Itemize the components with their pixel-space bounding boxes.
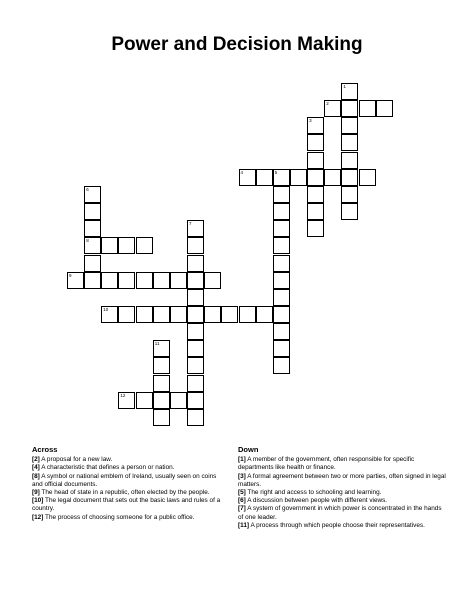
- grid-cell[interactable]: [136, 306, 153, 323]
- grid-cell[interactable]: [170, 392, 187, 409]
- down-clue: [238, 473, 448, 489]
- grid-cell[interactable]: [118, 306, 135, 323]
- clue-text: A system of government in which power is concentrated in the hands of one leader.: [238, 505, 442, 521]
- down-heading: Down: [238, 445, 259, 454]
- down-clues: [238, 446, 448, 530]
- clue-number: 3: [309, 118, 312, 124]
- clue-text: A process through which people choose their representatives.: [249, 521, 425, 529]
- grid-cell[interactable]: [204, 272, 221, 289]
- grid-cell[interactable]: [239, 169, 256, 186]
- clue-label: [8]: [32, 472, 40, 480]
- grid-cell[interactable]: [273, 255, 290, 272]
- grid-cell[interactable]: [307, 186, 324, 203]
- grid-cell[interactable]: [170, 306, 187, 323]
- grid-cell[interactable]: [341, 134, 358, 151]
- grid-cell[interactable]: [256, 169, 273, 186]
- grid-cell[interactable]: [187, 237, 204, 254]
- grid-cell[interactable]: [239, 306, 256, 323]
- down-clue-list: [238, 456, 448, 530]
- clue-label: [10]: [32, 497, 44, 505]
- across-clues: [32, 446, 227, 522]
- grid-cell[interactable]: [153, 409, 170, 426]
- grid-cell[interactable]: [118, 272, 135, 289]
- clue-label: [5]: [238, 489, 246, 497]
- grid-cell[interactable]: [101, 306, 118, 323]
- grid-cell[interactable]: [101, 272, 118, 289]
- clue-number: 7: [189, 221, 192, 227]
- grid-cell[interactable]: [273, 272, 290, 289]
- down-clue: [238, 505, 448, 521]
- clue-number: 8: [86, 238, 89, 244]
- grid-cell[interactable]: [187, 375, 204, 392]
- clue-text: A formal agreement between two or more parties, often signed in legal matters.: [238, 472, 446, 488]
- grid-cell[interactable]: [84, 203, 101, 220]
- grid-cell[interactable]: [136, 237, 153, 254]
- across-clue: [32, 473, 227, 489]
- grid-cell[interactable]: [101, 237, 118, 254]
- grid-cell[interactable]: [273, 237, 290, 254]
- clue-text: The head of state in a republic, often elected by the people.: [39, 489, 210, 497]
- grid-cell[interactable]: [204, 306, 221, 323]
- grid-cell[interactable]: [341, 117, 358, 134]
- grid-cell[interactable]: [307, 169, 324, 186]
- down-clue: [238, 489, 448, 497]
- grid-cell[interactable]: [273, 169, 290, 186]
- clue-text: A member of the government, often responsible for specific departments like health or finance.: [238, 456, 415, 472]
- grid-cell[interactable]: [153, 392, 170, 409]
- clue-number: 4: [240, 169, 244, 175]
- clue-text: The legal document that sets out the basic laws and rules of a country.: [32, 497, 221, 513]
- grid-cell[interactable]: [67, 272, 84, 289]
- clue-label: [7]: [238, 505, 246, 513]
- grid-cell[interactable]: [170, 272, 187, 289]
- down-clue: [238, 522, 448, 530]
- grid-cell[interactable]: [359, 169, 376, 186]
- grid-cell[interactable]: [341, 186, 358, 203]
- grid-cell[interactable]: [153, 340, 170, 357]
- clue-number: 11: [154, 341, 160, 347]
- clue-text: The right and access to schooling and learning.: [245, 489, 382, 497]
- clue-label: [12]: [32, 513, 44, 521]
- grid-cell[interactable]: [153, 375, 170, 392]
- across-clue: [32, 514, 227, 522]
- clue-label: [2]: [32, 456, 40, 464]
- grid-cell[interactable]: [187, 409, 204, 426]
- grid-cell[interactable]: [187, 392, 204, 409]
- grid-cell[interactable]: [256, 306, 273, 323]
- grid-cell[interactable]: [307, 134, 324, 151]
- grid-cell[interactable]: [324, 169, 341, 186]
- grid-cell[interactable]: [324, 100, 341, 117]
- grid-cell[interactable]: [84, 255, 101, 272]
- across-clue: [32, 497, 227, 513]
- clue-number: 1: [343, 84, 346, 89]
- grid-cell[interactable]: [341, 100, 358, 117]
- clue-text: A discussion between people with different views.: [245, 497, 388, 505]
- clue-number: 9: [69, 272, 72, 278]
- grid-cell[interactable]: [84, 220, 101, 237]
- grid-cell[interactable]: [273, 186, 290, 203]
- grid-cell[interactable]: [307, 117, 324, 134]
- grid-cell[interactable]: [273, 323, 290, 340]
- clue-number: 5: [274, 169, 278, 175]
- grid-cell[interactable]: [84, 237, 101, 254]
- clue-text: A proposal for a new law.: [39, 456, 113, 464]
- grid-cell[interactable]: [118, 237, 135, 254]
- across-clue: [32, 489, 227, 497]
- across-heading: Across: [32, 445, 58, 454]
- across-clue: [32, 464, 227, 472]
- down-clue: [238, 497, 448, 505]
- grid-cell[interactable]: [273, 306, 290, 323]
- down-clue: [238, 456, 448, 472]
- grid-cell[interactable]: [84, 272, 101, 289]
- clue-label: [4]: [32, 464, 40, 472]
- clue-number: 6: [86, 186, 89, 192]
- grid-cell[interactable]: [187, 255, 204, 272]
- grid-cell[interactable]: [136, 392, 153, 409]
- clue-number: 12: [120, 392, 126, 398]
- grid-cell[interactable]: [341, 152, 358, 169]
- grid-cell[interactable]: [84, 186, 101, 203]
- across-clue: [32, 456, 227, 464]
- grid-cell[interactable]: [273, 340, 290, 357]
- clue-text: The process of choosing someone for a public office.: [43, 513, 195, 521]
- across-clue-list: [32, 456, 227, 522]
- grid-cell[interactable]: [153, 306, 170, 323]
- grid-cell[interactable]: [359, 100, 376, 117]
- grid-cell[interactable]: [187, 220, 204, 237]
- clue-number: 2: [326, 101, 329, 107]
- grid-cell[interactable]: [376, 100, 393, 117]
- grid-cell[interactable]: [341, 203, 358, 220]
- grid-cell[interactable]: [187, 272, 204, 289]
- grid-cell[interactable]: [153, 272, 170, 289]
- grid-cell[interactable]: [307, 220, 324, 237]
- clue-text: A symbol or national emblem of Ireland, usually seen on coins and official documents.: [32, 472, 217, 488]
- grid-cell[interactable]: [273, 220, 290, 237]
- puzzle-title: Power and Decision Making: [111, 34, 363, 55]
- grid-cell[interactable]: [273, 357, 290, 374]
- grid-cell[interactable]: [187, 357, 204, 374]
- grid-cell[interactable]: [187, 323, 204, 340]
- grid-cell[interactable]: [136, 272, 153, 289]
- clue-label: [9]: [32, 489, 40, 497]
- grid-cell[interactable]: [307, 203, 324, 220]
- clue-label: [3]: [238, 472, 246, 480]
- grid-cell[interactable]: [221, 306, 238, 323]
- grid-cell[interactable]: [153, 357, 170, 374]
- clue-number: 10: [103, 306, 109, 312]
- clue-label: [1]: [238, 456, 246, 464]
- grid-cell[interactable]: [290, 169, 307, 186]
- grid-cell[interactable]: [118, 392, 135, 409]
- clue-label: [6]: [238, 497, 246, 505]
- clue-label: [11]: [238, 521, 250, 529]
- grid-cell[interactable]: [187, 289, 204, 306]
- grid-cell[interactable]: [341, 169, 358, 186]
- grid-cell[interactable]: [341, 83, 358, 100]
- clue-text: A characteristic that defines a person or nation.: [39, 464, 175, 472]
- grid-cell[interactable]: [273, 289, 290, 306]
- grid-cell[interactable]: [187, 306, 204, 323]
- grid-cell[interactable]: [273, 203, 290, 220]
- grid-cell[interactable]: [187, 340, 204, 357]
- grid-cell[interactable]: [307, 152, 324, 169]
